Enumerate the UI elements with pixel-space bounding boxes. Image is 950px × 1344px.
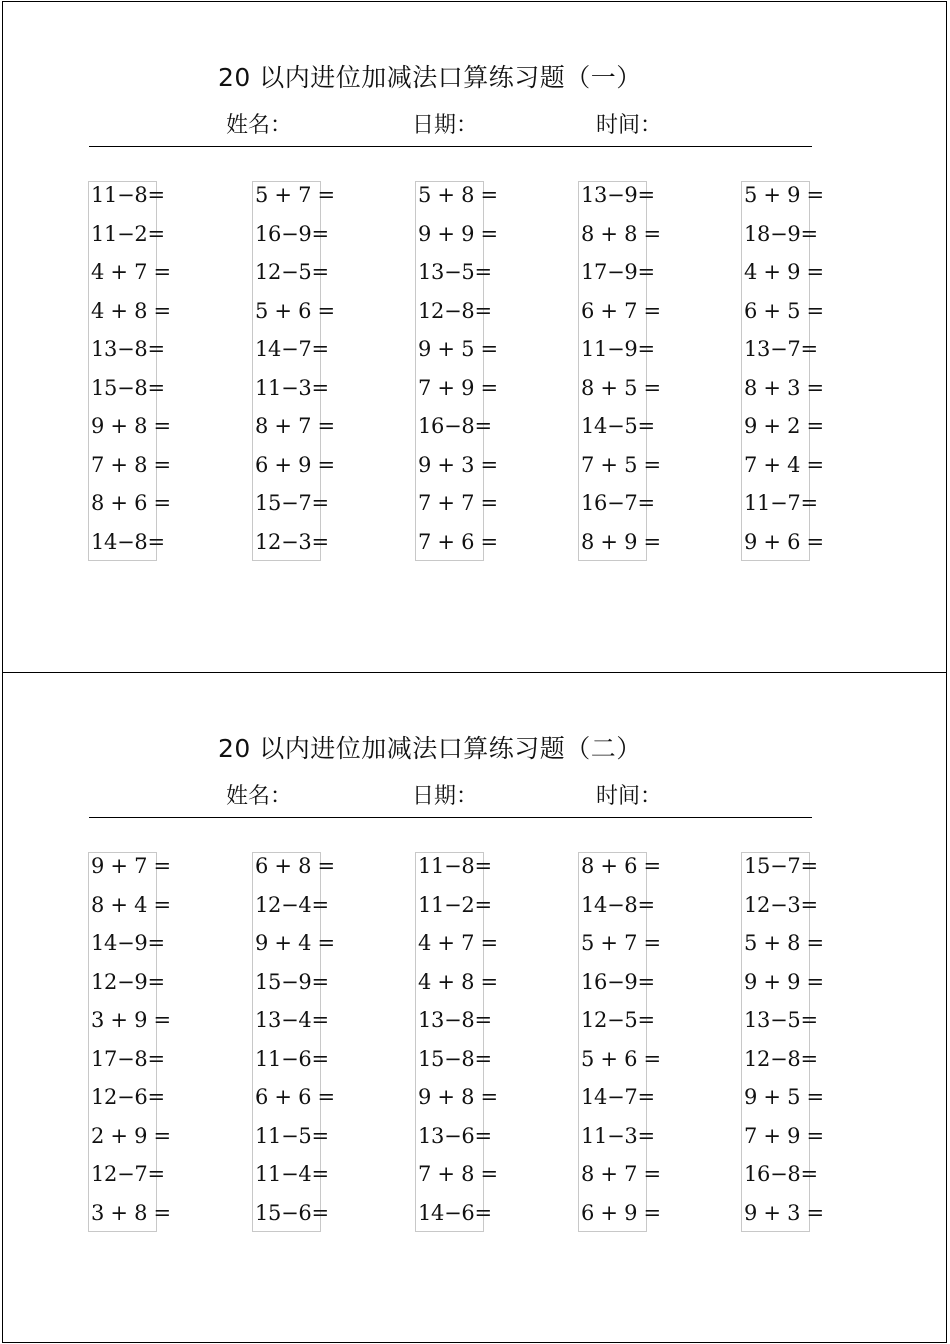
problem-item: 6 + 9 = [581,1200,661,1225]
problem-column-1 [88,852,171,1232]
problem-item: 18−9= [744,221,818,246]
problem-item: 8 + 6 = [91,491,171,515]
problem-column-5 [741,852,824,1232]
problem-item: 15−7= [255,491,329,515]
worksheet-2 [2,672,947,1343]
problem-item: 6 + 7 = [581,298,661,323]
problem-item: 12−8= [744,1046,818,1071]
problem-item: 7 + 5 = [581,452,661,477]
problem-item: 16−7= [581,491,655,515]
time-label: 时间： [596,784,663,809]
problem-item: 5 + 7 = [255,183,335,207]
problem-item: 13−8= [91,337,165,361]
problem-item: 9 + 2 = [744,414,824,438]
problem-item: 8 + 5 = [581,375,661,400]
problem-item: 9 + 8 = [91,414,171,438]
problem-item: 16−9= [255,221,329,246]
problem-item: 15−6= [255,1200,329,1225]
problem-item: 16−9= [581,969,655,994]
problem-item: 9 + 3 = [418,452,498,477]
problem-item: 3 + 8 = [91,1200,171,1225]
header-divider [89,146,812,147]
problem-item: 11−7= [744,491,818,515]
problem-item: 4 + 7 = [418,931,498,955]
problem-item: 11−2= [91,221,165,246]
problem-item: 14−8= [91,529,165,554]
problem-item: 4 + 8 = [91,298,171,323]
problem-item: 7 + 8 = [91,452,171,477]
problem-item: 5 + 6 = [255,298,335,323]
problem-item: 4 + 9 = [744,260,824,284]
problem-item: 6 + 8 = [255,854,335,878]
time-label: 时间： [596,113,663,138]
problem-item: 4 + 8 = [418,969,498,994]
problem-item: 9 + 9 = [418,221,498,246]
problem-item: 12−6= [91,1085,165,1109]
problem-item: 13−4= [255,1008,329,1032]
problem-item: 5 + 7 = [581,931,661,955]
problem-item: 17−8= [91,1046,165,1071]
problem-column-5 [741,181,824,561]
problem-item: 6 + 6 = [255,1085,335,1109]
problem-item: 12−8= [418,298,492,323]
problem-item: 14−7= [255,337,329,361]
problem-item: 11−4= [255,1162,329,1186]
problem-item: 9 + 3 = [744,1200,824,1225]
problem-item: 8 + 7 = [581,1162,661,1186]
problem-item: 12−5= [255,260,329,284]
problem-item: 13−5= [744,1008,818,1032]
problem-item: 3 + 9 = [91,1008,171,1032]
problem-item: 15−8= [91,375,165,400]
problem-item: 2 + 9 = [91,1123,171,1148]
problem-item: 7 + 9 = [744,1123,824,1148]
problem-item: 4 + 7 = [91,260,171,284]
problem-item: 8 + 9 = [581,529,661,554]
name-label: 姓名： [226,113,293,138]
problem-item: 11−3= [255,375,329,400]
problem-item: 14−8= [581,892,655,917]
problem-column-2 [252,852,335,1232]
problem-item: 12−9= [91,969,165,994]
problem-item: 5 + 6 = [581,1046,661,1071]
problem-item: 7 + 9 = [418,375,498,400]
problem-item: 13−8= [418,1008,492,1032]
worksheet-1 [2,1,947,673]
problem-column-4 [578,852,661,1232]
problem-item: 11−2= [418,892,492,917]
problem-item: 15−9= [255,969,329,994]
problem-item: 11−8= [91,183,165,207]
problem-item: 8 + 3 = [744,375,824,400]
header-divider [89,817,812,818]
problem-item: 12−4= [255,892,329,917]
problem-item: 6 + 9 = [255,452,335,477]
problem-item: 5 + 8 = [744,931,824,955]
problem-item: 7 + 7 = [418,491,498,515]
worksheet-title: 20 以内进位加减法口算练习题（一） [218,63,642,92]
problem-item: 14−5= [581,414,655,438]
problem-item: 11−8= [418,854,492,878]
problem-item: 8 + 4 = [91,892,171,917]
problem-item: 16−8= [744,1162,818,1186]
problem-item: 12−3= [744,892,818,917]
problem-item: 12−7= [91,1162,165,1186]
date-label: 日期： [412,113,479,138]
problem-item: 9 + 4 = [255,931,335,955]
problem-column-4 [578,181,661,561]
problem-column-3 [415,181,498,561]
problem-item: 11−9= [581,337,655,361]
date-label: 日期： [412,784,479,809]
problem-item: 13−5= [418,260,492,284]
problem-item: 12−3= [255,529,329,554]
problem-item: 17−9= [581,260,655,284]
problem-item: 9 + 8 = [418,1085,498,1109]
problem-item: 15−7= [744,854,818,878]
problem-item: 13−6= [418,1123,492,1148]
problem-item: 15−8= [418,1046,492,1071]
problem-item: 9 + 6 = [744,529,824,554]
problem-item: 8 + 8 = [581,221,661,246]
problem-item: 13−9= [581,183,655,207]
problem-item: 11−5= [255,1123,329,1148]
problem-item: 11−6= [255,1046,329,1071]
problem-item: 16−8= [418,414,492,438]
problem-item: 14−7= [581,1085,655,1109]
problem-item: 9 + 9 = [744,969,824,994]
problem-column-1 [88,181,171,561]
problem-column-2 [252,181,335,561]
worksheet-title: 20 以内进位加减法口算练习题（二） [218,734,642,763]
problem-item: 7 + 8 = [418,1162,498,1186]
problem-item: 7 + 6 = [418,529,498,554]
name-label: 姓名： [226,784,293,809]
problem-item: 8 + 7 = [255,414,335,438]
problem-item: 13−7= [744,337,818,361]
problem-item: 14−6= [418,1200,492,1225]
problem-item: 12−5= [581,1008,655,1032]
problem-item: 6 + 5 = [744,298,824,323]
problem-item: 5 + 9 = [744,183,824,207]
problem-item: 8 + 6 = [581,854,661,878]
problem-item: 9 + 5 = [744,1085,824,1109]
problem-column-3 [415,852,498,1232]
problem-item: 5 + 8 = [418,183,498,207]
problem-item: 9 + 7 = [91,854,171,878]
problem-item: 9 + 5 = [418,337,498,361]
problem-item: 14−9= [91,931,165,955]
problem-item: 11−3= [581,1123,655,1148]
problem-item: 7 + 4 = [744,452,824,477]
